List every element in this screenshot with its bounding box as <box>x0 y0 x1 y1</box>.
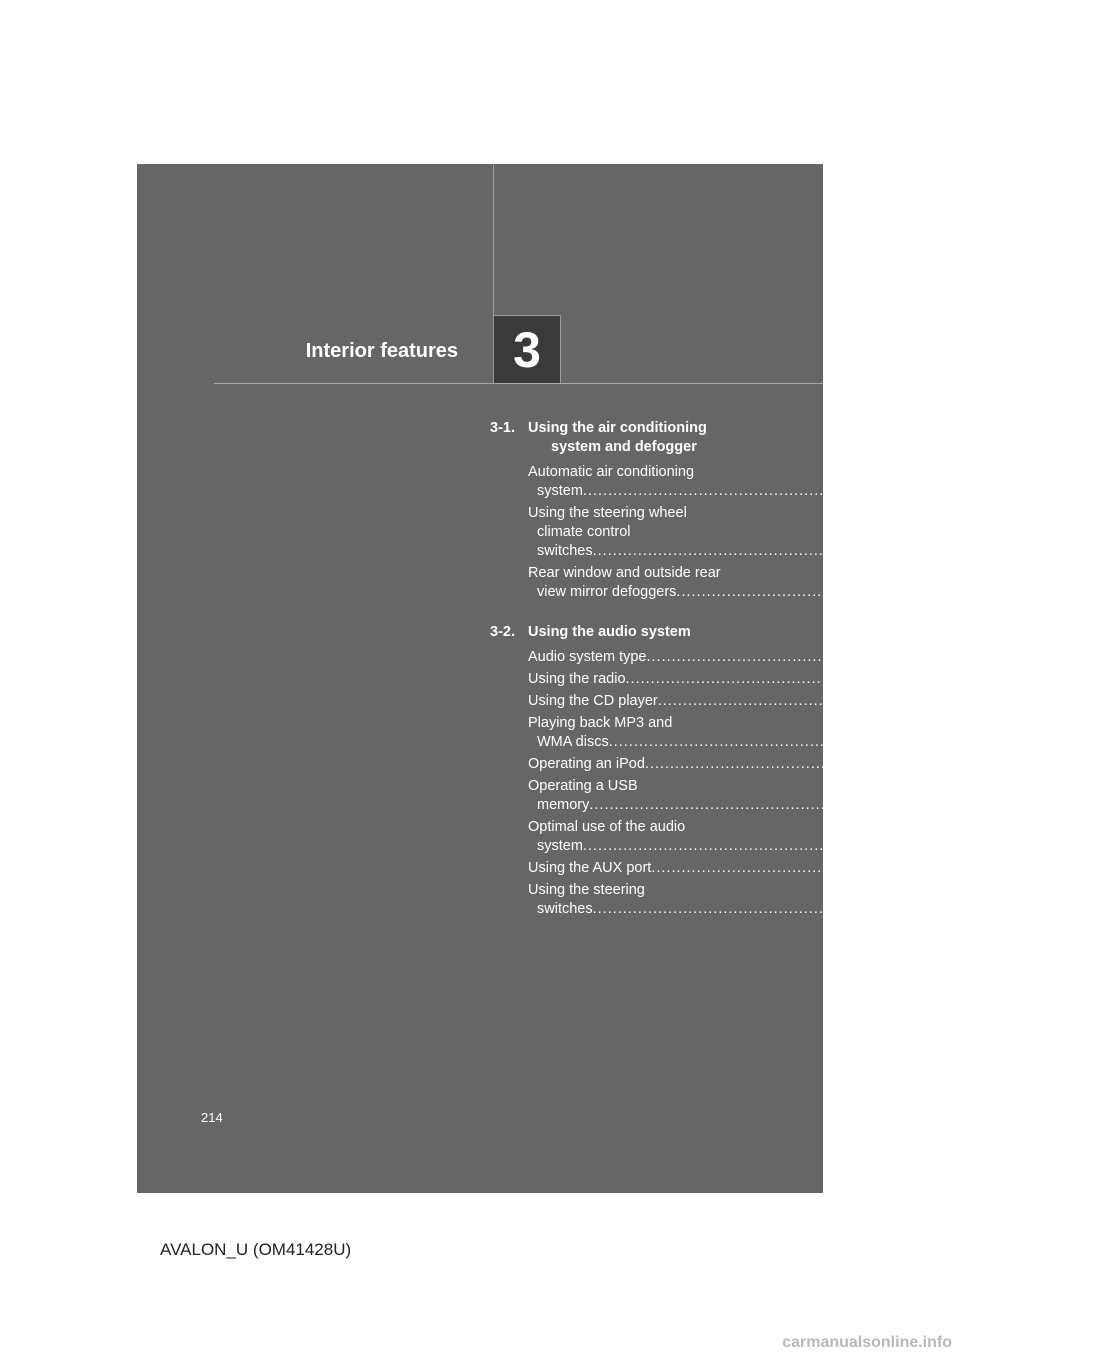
toc-entry-line: Automatic air conditioning <box>528 464 695 480</box>
section-title-line: system and defogger <box>551 439 697 455</box>
dot-leader: ................................................................................ <box>582 483 986 499</box>
toc-entry-label: Using the radio <box>528 671 626 687</box>
dot-leader: ................................................................................ <box>592 901 995 917</box>
toc-page-number: 225 <box>1086 584 1111 600</box>
section-title <box>528 419 750 457</box>
section-heading[interactable] <box>490 623 750 642</box>
dot-leader: ................................................................................ <box>651 860 1054 876</box>
section-title-line: Using the air conditioning <box>528 420 707 436</box>
chapter-number-tab: 3 <box>493 315 561 383</box>
section-title-line: Using the audio system <box>528 624 691 640</box>
toc-entry-line: climate control <box>537 524 631 540</box>
toc-entry-line: Using the steering <box>528 882 645 898</box>
toc-entry-line: Playing back MP3 and <box>528 715 673 731</box>
document-footer: AVALON_U (OM41428U) <box>160 1240 352 1259</box>
toc-entry[interactable] <box>528 463 1018 501</box>
page-number: 214 <box>201 1110 223 1125</box>
toc-entry-label: Using the CD player <box>528 693 658 709</box>
toc-entry-label: Using the AUX port <box>528 860 652 876</box>
vertical-divider <box>493 164 494 315</box>
watermark: carmanualsonline.info <box>782 1334 952 1351</box>
chapter-title: Interior features <box>305 340 458 362</box>
toc-page-number: 274 <box>1002 901 1027 917</box>
toc-entry[interactable] <box>528 692 1093 711</box>
toc-entry-label: memory <box>537 797 590 813</box>
toc-page-number: 227 <box>1056 649 1081 665</box>
dot-leader: ................................................................................ <box>644 756 1048 772</box>
toc-entry[interactable] <box>528 859 1086 878</box>
section-number: 3-1. <box>490 420 515 436</box>
dot-leader: ................................................................................ <box>592 543 995 559</box>
toc-entry[interactable] <box>528 648 1081 667</box>
dot-leader: ................................................................................ <box>646 649 1049 665</box>
toc-entry-label: system <box>537 483 583 499</box>
section-heading[interactable] <box>490 419 750 457</box>
dot-leader: ................................................................................ <box>608 734 1011 750</box>
toc-entry-line: Operating a USB <box>528 778 638 794</box>
toc-entry-label: Audio system type <box>528 649 647 665</box>
toc-page-number: 270 <box>993 838 1018 854</box>
toc-page-number: 231 <box>1035 671 1060 687</box>
toc-page-number: 247 <box>1018 734 1043 750</box>
toc-entry[interactable] <box>528 881 1027 919</box>
toc-entry-line: Optimal use of the audio <box>528 819 686 835</box>
toc-entry-label: switches <box>537 543 593 559</box>
toc-entry[interactable] <box>528 777 1024 815</box>
toc-entry-label: switches <box>537 901 593 917</box>
toc-entry[interactable] <box>528 670 1060 689</box>
toc-entry-label: WMA discs <box>537 734 609 750</box>
toc-entry-line: Using the steering wheel <box>528 505 687 521</box>
toc-page-number: 262 <box>999 797 1024 813</box>
section-number: 3-2. <box>490 624 515 640</box>
toc-entry-line: Rear window and outside rear <box>528 565 721 581</box>
toc-entry[interactable] <box>528 504 1027 561</box>
toc-entry[interactable] <box>528 818 1018 856</box>
dot-leader: ................................................................................ <box>589 797 992 813</box>
table-of-contents <box>490 419 1111 940</box>
toc-page-number: 239 <box>1067 693 1093 709</box>
toc-entry[interactable] <box>528 755 1080 774</box>
toc-page-number: 224 <box>1002 543 1027 559</box>
toc-entry-label: system <box>537 838 583 854</box>
toc-section <box>490 623 1093 919</box>
toc-entry-label: Operating an iPod <box>528 756 645 772</box>
toc-entry-label: view mirror defoggers <box>537 584 677 600</box>
dot-leader: ................................................................................ <box>582 838 986 854</box>
dot-leader: ................................................................................ <box>657 693 1061 709</box>
toc-page-number: 216 <box>993 483 1018 499</box>
toc-page-number: 273 <box>1061 860 1086 876</box>
dot-leader: ................................................................................ <box>676 584 1079 600</box>
section-title <box>528 623 750 642</box>
toc-entry[interactable] <box>528 714 1043 752</box>
toc-page-number: 255 <box>1054 756 1080 772</box>
toc-entry[interactable] <box>528 564 1111 602</box>
dot-leader: ................................................................................ <box>625 671 1028 687</box>
toc-section <box>490 419 1111 602</box>
